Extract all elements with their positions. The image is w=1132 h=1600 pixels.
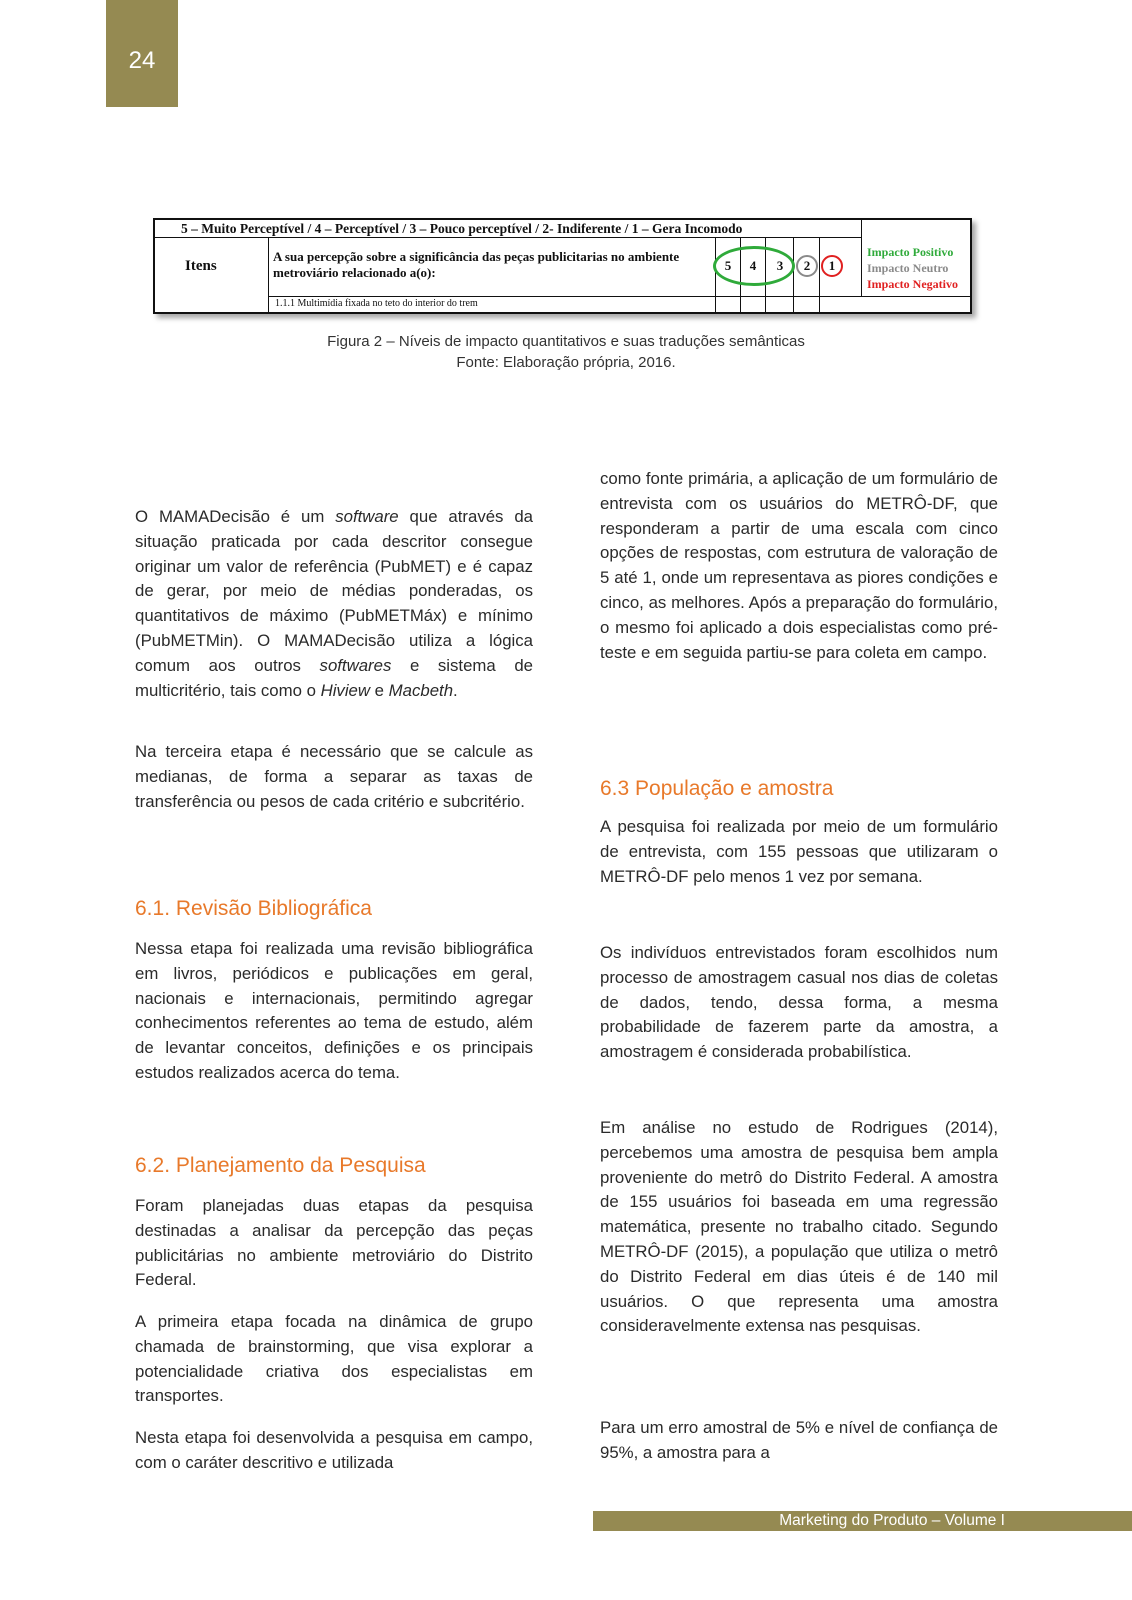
paragraph: Foram planejadas duas etapas da pesquisa destinadas a analisar da percepção das peças publicitárias no ambiente metroviário do Distrito Federal.: [135, 1196, 533, 1290]
paragraph: Nessa etapa foi realizada uma revisão bibliográfica em livros, periódicos e publicações em geral, nacionais e internacionais, permitindo agregar conhecimentos referentes ao tema de estudo, além de levantar conceitos, definições e os principais estudos realizados acerca do tema.: [135, 939, 533, 1082]
paragraph: Nesta etapa foi desenvolvida a pesquisa em campo, com o caráter descritivo e utilizada: [135, 1428, 533, 1472]
page-number: 24: [128, 47, 156, 74]
paragraph: Os indivíduos entrevistados foram escolhidos num processo de amostragem casual nos dias de coletas de dados, tendo, dessa forma, a mesma probabilidade de fazerem parte da amostra, a amostragem é considerada probabilística.: [600, 943, 998, 1062]
paragraph: A primeira etapa focada na dinâmica de grupo chamada de brainstorming, que visa explorar a potencialidade criativa dos especialistas em transportes.: [135, 1312, 533, 1406]
paragraph: O MAMADecisão é um software que através da situação praticada por cada descritor consegue originar um valor de referência (PubMET) e é capaz de gerar, por meio de médias ponderadas, os quantitativos de máximo (PubMETMáx) e mínimo (PubMETMin). O MAMADecisão utiliza a lógica comum aos outros softwares e sistema de multicritério, tais como o Hiview e Macbeth.: [135, 507, 533, 700]
scale-number-4: 4: [749, 258, 757, 273]
paragraph: como fonte primária, a aplicação de um formulário de entrevista com os usuários do METRÔ-DF, que responderam a partir de uma escala com cinco opções de respostas, com estrutura de valoração de 5 até 1, onde um representava as piores condições e cinco, as melhores. Após a preparação do formulário, o mesmo foi aplicado a dois especialistas como pré-teste e em seguida partiu-se para coleta em campo.: [600, 469, 998, 662]
figure-scale-header: 5 – Muito Perceptível / 4 – Perceptível / 3 – Pouco perceptível / 2- Indiferente / 1 – Gera Incomodo: [155, 220, 861, 238]
neutral-impact-ring: [796, 255, 818, 277]
figure-caption: Figura 2 – Níveis de impacto quantitativos e suas traduções semânticas: [327, 333, 805, 350]
impact-neutral-label: Impacto Neutro: [867, 261, 949, 275]
paragraph: Em análise no estudo de Rodrigues (2014), percebemos uma amostra de pesquisa bem ampla proveniente do metrô do Distrito Federal. A amostra de 155 usuários foi baseada em uma regressão matemática, presente no trabalho citado. Segundo METRÔ-DF (2015), a população que utiliza o metrô do Distrito Federal em dias úteis é de 140 mil usuários. O que representa uma amostra consideravelmente extensa nas pesquisas.: [600, 1118, 998, 1336]
section-heading-6-2: 6.2. Planejamento da Pesquisa: [135, 1154, 426, 1177]
paragraph: Na terceira etapa é necessário que se calcule as medianas, de forma a separar as taxas de transferência ou pesos de cada critério e subcritério.: [135, 742, 533, 811]
negative-impact-ring: [821, 255, 843, 277]
grid-line: [715, 238, 716, 312]
section-heading-6-1: 6.1. Revisão Bibliográfica: [135, 897, 372, 920]
scale-number-2: 2: [803, 258, 811, 273]
paragraph: Para um erro amostral de 5% e nível de confiança de 95%, a amostra para a: [600, 1418, 998, 1462]
figure-impact-legend: [861, 220, 970, 297]
scale-number-1: 1: [828, 258, 836, 273]
grid-line: [819, 238, 820, 312]
figure-impact-levels: [153, 218, 972, 314]
scale-number-5: 5: [724, 258, 732, 273]
figure-items-label: Itens: [185, 258, 217, 274]
page-number-box: [106, 0, 178, 107]
paragraph: A pesquisa foi realizada por meio de um formulário de entrevista, com 155 pessoas que utilizaram o METRÔ-DF pelo menos 1 vez por semana.: [600, 817, 998, 886]
impact-negative-label: Impacto Negativo: [867, 277, 958, 291]
grid-line: [793, 238, 794, 312]
scale-number-3: 3: [776, 258, 784, 273]
positive-impact-ring: [713, 246, 795, 286]
grid-line: [268, 238, 269, 312]
figure-question: A sua percepção sobre a significância das peças publicitarias no ambiente metroviário relacionado a(o):: [273, 249, 680, 280]
impact-positive-label: Impacto Positivo: [867, 245, 954, 259]
figure-first-row: 1.1.1 Multimídia fixada no teto do interior do trem: [275, 298, 478, 309]
figure-source: Fonte: Elaboração própria, 2016.: [456, 354, 676, 371]
footer-title: Marketing do Produto – Volume I: [779, 1512, 1005, 1529]
section-heading-6-3: 6.3 População e amostra: [600, 777, 834, 800]
